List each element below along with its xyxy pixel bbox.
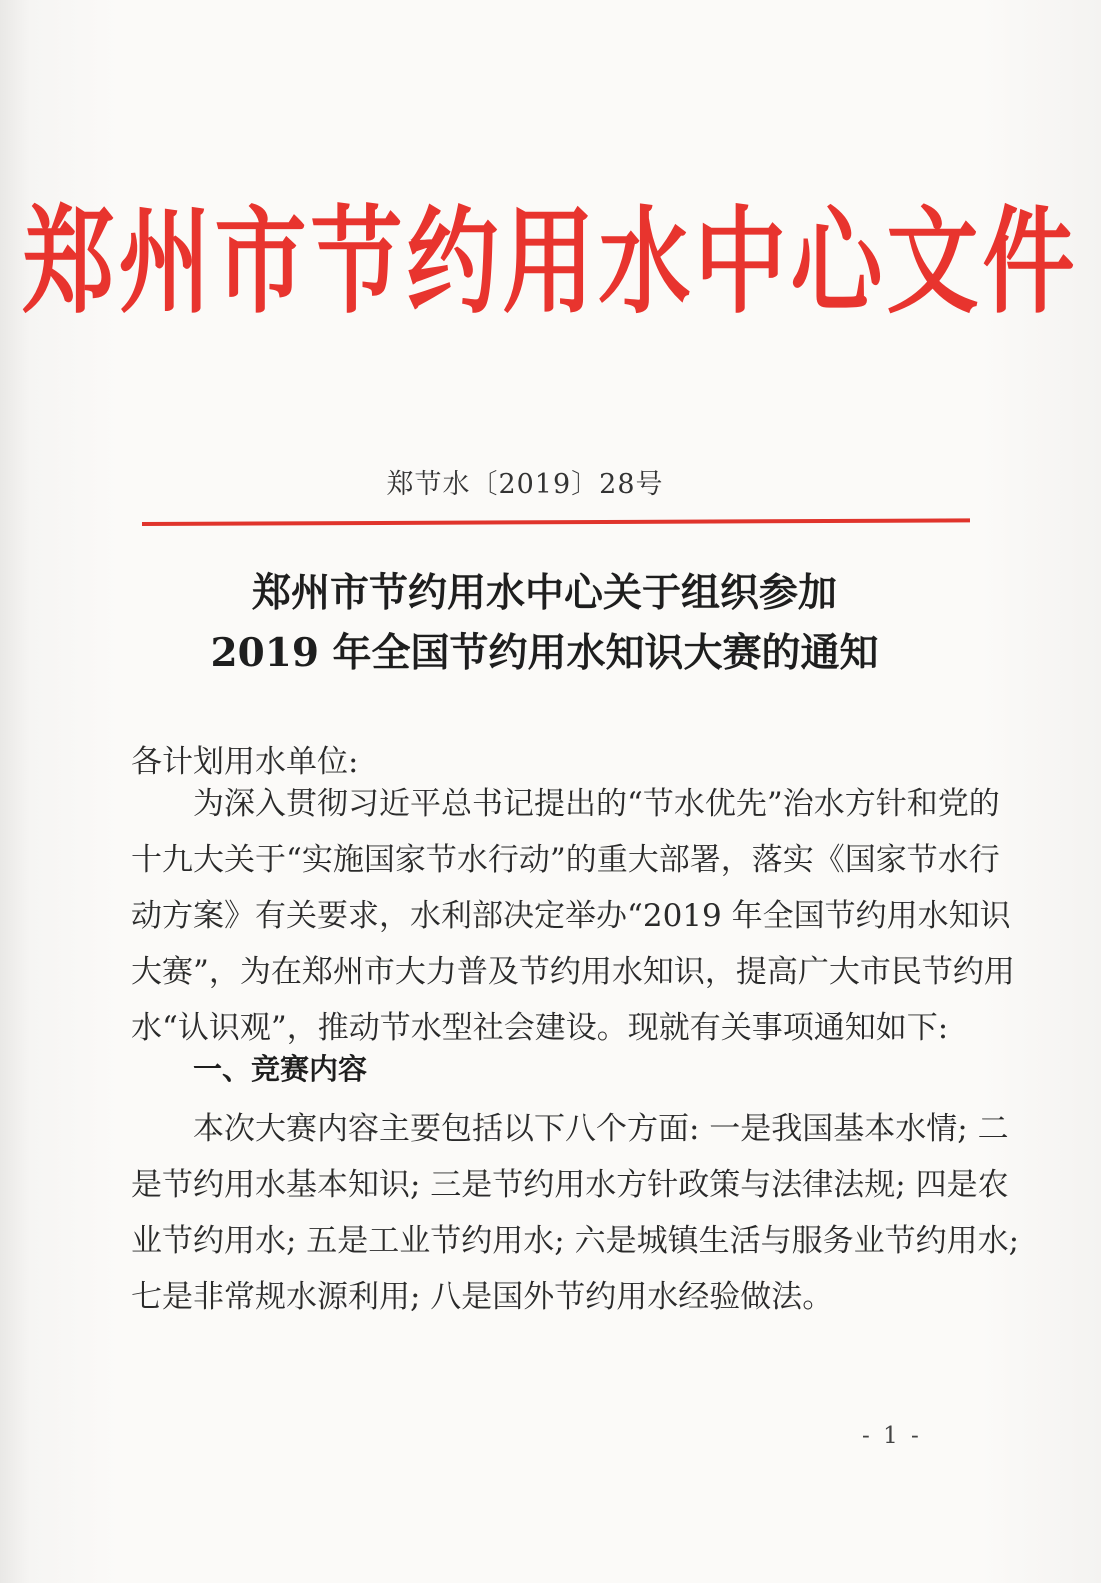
paragraph-line: 是节约用水基本知识; 三是节约用水方针政策与法律法规; 四是农 [131, 1167, 1009, 1203]
notice-title-line-2: 2019 年全国节约用水知识大赛的通知 [210, 630, 879, 676]
paragraph-line: 水“认识观”，推动节水型社会建设。现就有关事项通知如下: [131, 1010, 949, 1046]
document-number: 郑节水〔2019〕28号 [386, 469, 664, 500]
salutation: 各计划用水单位: [131, 744, 359, 780]
paragraph-line: 动方案》有关要求，水利部决定举办“2019 年全国节约用水知识 [131, 898, 1011, 934]
masthead-title: 郑州市节约用水中心文件 [22, 195, 1079, 329]
red-divider-line [142, 518, 970, 526]
section-heading: 一、竞赛内容 [193, 1052, 368, 1086]
paragraph-line: 本次大赛内容主要包括以下八个方面: 一是我国基本水情; 二 [193, 1111, 1009, 1147]
paragraph-contest-content [131, 1101, 1020, 1325]
page-number: - 1 - [862, 1423, 922, 1449]
paragraph-line: 业节约用水; 五是工业节约用水; 六是城镇生活与服务业节约用水; [131, 1223, 1020, 1259]
paragraph-line: 为深入贯彻习近平总书记提出的“节水优先”治水方针和党的 [193, 786, 1000, 822]
paragraph-line: 大赛”，为在郑州市大力普及节约用水知识，提高广大市民节约用 [131, 954, 1015, 990]
paragraph-line: 七是非常规水源利用; 八是国外节约用水经验做法。 [131, 1279, 834, 1315]
notice-title-line-1: 郑州市节约用水中心关于组织参加 [251, 570, 837, 616]
paragraph-line: 十九大关于“实施国家节水行动”的重大部署，落实《国家节水行 [131, 842, 1000, 878]
paragraph-intro [131, 776, 1015, 1056]
